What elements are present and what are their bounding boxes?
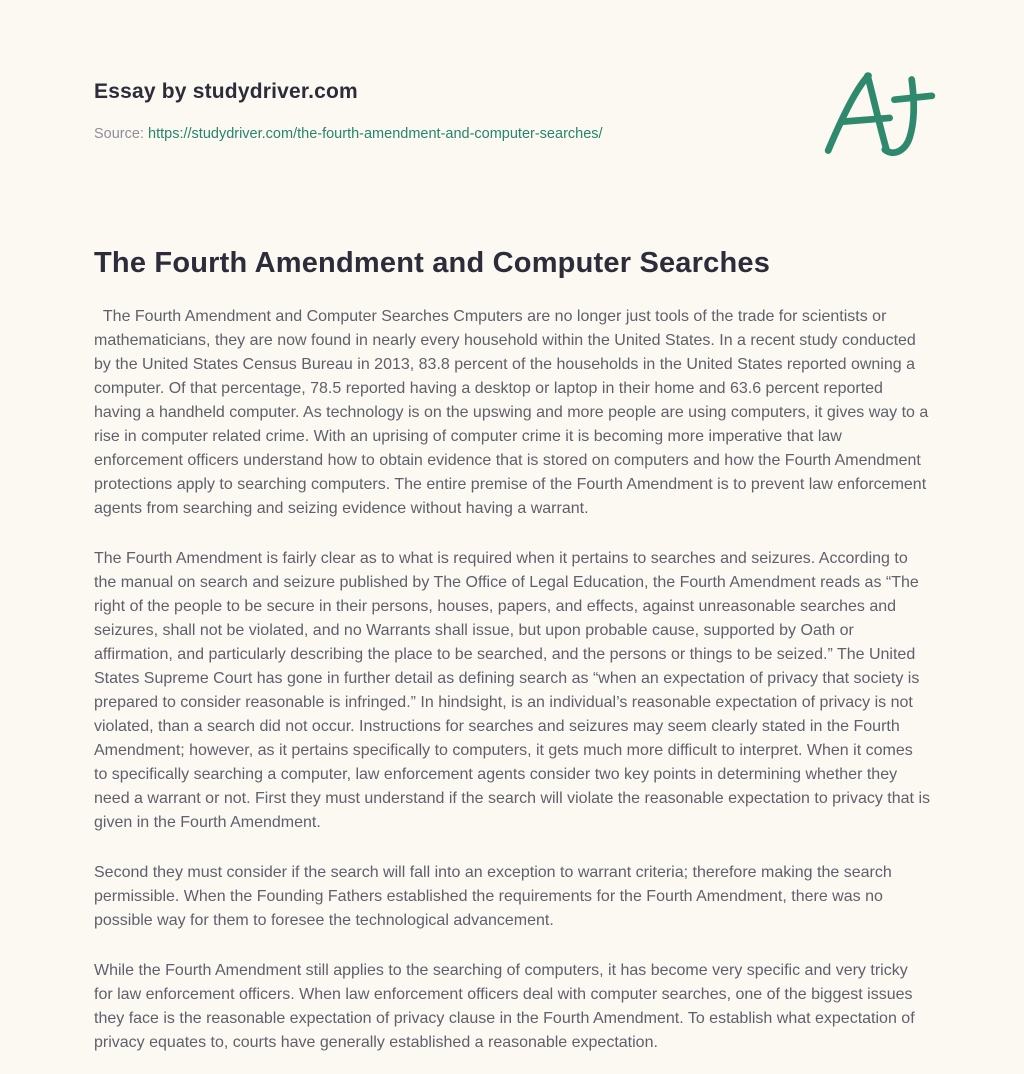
essay-title: The Fourth Amendment and Computer Searches [94, 247, 771, 279]
source-link[interactable]: https://studydriver.com/the-fourth-amendment-and-computer-searches/ [148, 126, 603, 142]
essay-paragraph-3: Second they must consider if the search will fall into an exception to warrant criteria; therefore making the search permissible. When the Founding Fathers established the requirements for the Fourth Amendment, there was no possible way for them to foresee the technological advancement. [94, 863, 897, 929]
essay-paragraph-1: The Fourth Amendment and Computer Searches Cmputers are no longer just tools of the trade for scientists or mathematicians, they are now found in nearly every household within the United States. In a recent study conducted by the United States Census Bureau in 2013, 83.8 percent of the households in the United States reported owning a computer. Of that percentage, 78.5 reported having a desktop or laptop in their home and 63.6 percent reported having a handheld computer. As technology is on the upswing and more people are using computers, it gives way to a rise in computer related crime. With an uprising of computer crime it is becoming more imperative that law enforcement officers understand how to obtain evidence that is stored on computers and how the Fourth Amendment protections apply to searching computers. The entire premise of the Fourth Amendment is to prevent law enforcement agents from searching and seizing evidence without having a warrant. [94, 307, 933, 517]
essay-paragraph-4: While the Fourth Amendment still applies to the searching of computers, it has become very specific and very tricky for law enforcement officers. When law enforcement officers deal with computer searches, one of the biggest issues they face is the reasonable expectation of privacy clause in the Fourth Amendment. To establish what expectation of privacy equates to, courts have generally established a reasonable expectation. [94, 961, 920, 1051]
page-header [94, 80, 930, 142]
essay-paragraph-2: The Fourth Amendment is fairly clear as to what is required when it pertains to searches and seizures. According to the manual on search and seizure published by The Office of Legal Education, the Fourth Amendment reads as “The right of the people to be secure in their persons, houses, papers, and effects, against unreasonable searches and seizures, shall not be violated, and no Warrants shall issue, but upon probable cause, supported by Oath or affirmation, and particularly describing the place to be searched, and the persons or things to be seized.” The United States Supreme Court has gone in further detail as defining search as “when an expectation of privacy that society is prepared to consider reasonable is infringed.” In hindsight, is an individual’s reasonable expectation of privacy is not violated, than a search did not occur. Instructions for searches and seizures may seem clearly stated in the Fourth Amendment; however, as it pertains specifically to computers, it gets much more difficult to interpret. When it comes to specifically searching a computer, law enforcement agents consider two key points in determining whether they need a warrant or not. First they must understand if the search will violate the reasonable expectation to privacy that is given in the Fourth Amendment. [94, 549, 935, 831]
essay-content [94, 246, 935, 1055]
source-label: Source: [94, 126, 144, 142]
source-line [94, 126, 930, 142]
studydriver-logo-icon [822, 68, 938, 164]
essay-body [94, 305, 935, 1055]
byline: Essay by studydriver.com [94, 80, 358, 103]
